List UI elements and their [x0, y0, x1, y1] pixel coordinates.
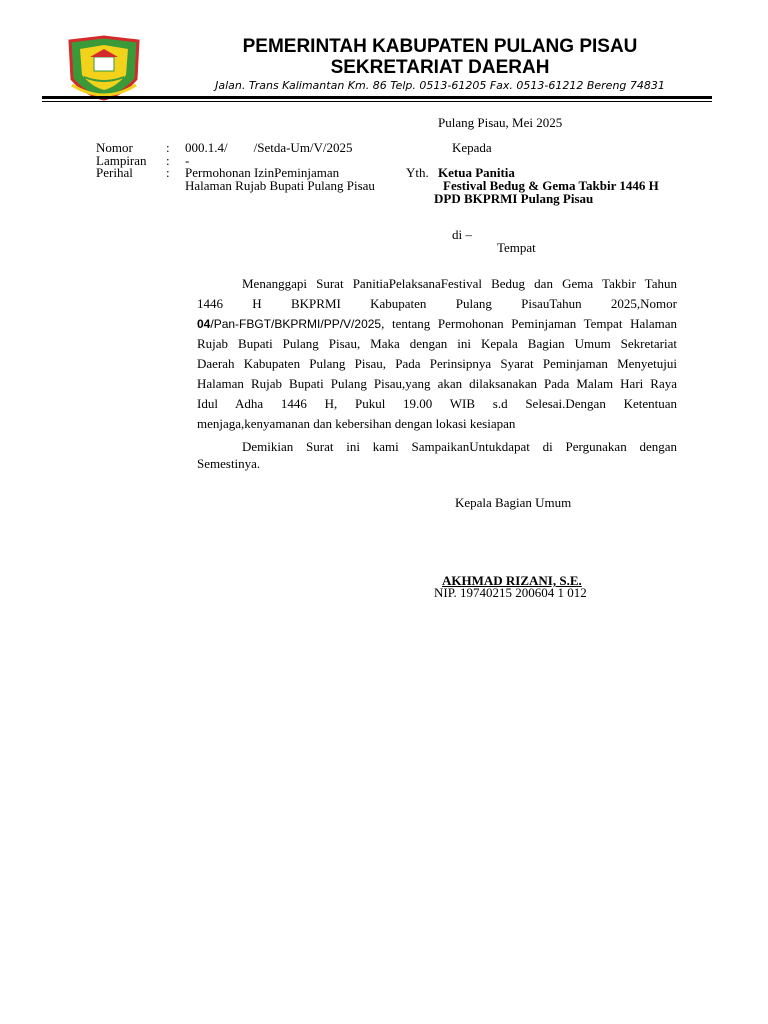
- body-line: Halaman Rujab Bupati Pulang Pisau,yang akan dilaksanakan Pada Malam Hari Raya: [197, 376, 677, 391]
- addressee-tempat: Tempat: [497, 240, 536, 255]
- body-paragraph-1: [197, 274, 677, 434]
- body-line: Menanggapi Surat PanitiaPelaksanaFestival Bedug dan Gema Takbir Tahun: [242, 276, 677, 291]
- regency-coat-of-arms-logo: [66, 35, 142, 101]
- letterhead-address: Jalan. Trans Kalimantan Km. 86 Telp. 0513-61205 Fax. 0513-61212 Bereng 74831: [215, 79, 665, 92]
- lampiran-value: -: [185, 153, 190, 168]
- reference-rest: , tentang Permohonan Peminjaman Tempat Halaman: [381, 316, 677, 331]
- perihal-value-line-1: Permohonan IzinPeminjaman: [185, 165, 340, 180]
- perihal-value-line-2: Halaman Rujab Bupati Pulang Pisau: [185, 178, 375, 193]
- letterhead-subtitle: SEKRETARIAT DAERAH: [330, 57, 550, 78]
- body-line-reference: [197, 314, 677, 334]
- nomor-colon: :: [166, 140, 170, 155]
- body-line: Demikian Surat ini kami SampaikanUntukdapat di Pergunakan dengan: [242, 439, 677, 454]
- body-paragraph-2: [197, 438, 677, 472]
- nomor-value: 000.1.4/ /Setda-Um/V/2025: [185, 140, 353, 155]
- body-line: Semestinya.: [197, 456, 261, 471]
- letterhead-rule-thin: [42, 101, 712, 102]
- perihal-colon: :: [166, 165, 170, 180]
- reference-number: 04: [197, 317, 211, 331]
- addressee-name: Ketua Panitia: [438, 165, 515, 180]
- body-line: Idul Adha 1446 H, Pukul 19.00 WIB s.d Selesai.Dengan Ketentuan: [197, 396, 677, 411]
- signature-nip: NIP. 19740215 200604 1 012: [434, 585, 587, 600]
- letterhead-rule-thick: [42, 96, 712, 99]
- lampiran-colon: :: [166, 153, 170, 168]
- nomor-label: Nomor: [96, 140, 133, 155]
- addressee-line-2: Festival Bedug & Gema Takbir 1446 H: [443, 178, 659, 193]
- place-date: Pulang Pisau, Mei 2025: [438, 115, 563, 130]
- addressee-kepada: Kepada: [452, 140, 492, 155]
- perihal-label: Perihal: [96, 165, 133, 180]
- body-line: menjaga,kenyamanan dan kebersihan dengan lokasi kesiapan: [197, 416, 516, 431]
- addressee-di: di –: [452, 227, 472, 242]
- signature-name: AKHMAD RIZANI, S.E.: [442, 573, 582, 588]
- reference-code: /Pan-FBGT/BKPRMI/PP/V/2025: [210, 317, 382, 331]
- addressee-line-3: DPD BKPRMI Pulang Pisau: [434, 191, 594, 206]
- letterhead-title: PEMERINTAH KABUPATEN PULANG PISAU: [242, 36, 638, 57]
- addressee-yth: Yth.: [406, 165, 429, 180]
- body-line: Daerah Kabupaten Pulang Pisau, Pada Perinsipnya Syarat Peminjaman Menyetujui: [197, 356, 677, 371]
- body-line: 1446 H BKPRMI Kabupaten Pulang PisauTahun 2025,Nomor: [197, 296, 677, 311]
- signature-position: Kepala Bagian Umum: [455, 495, 572, 510]
- lampiran-label: Lampiran: [96, 153, 147, 168]
- body-line: Rujab Bupati Pulang Pisau, Maka dengan ini Kepala Bagian Umum Sekretariat: [197, 336, 677, 351]
